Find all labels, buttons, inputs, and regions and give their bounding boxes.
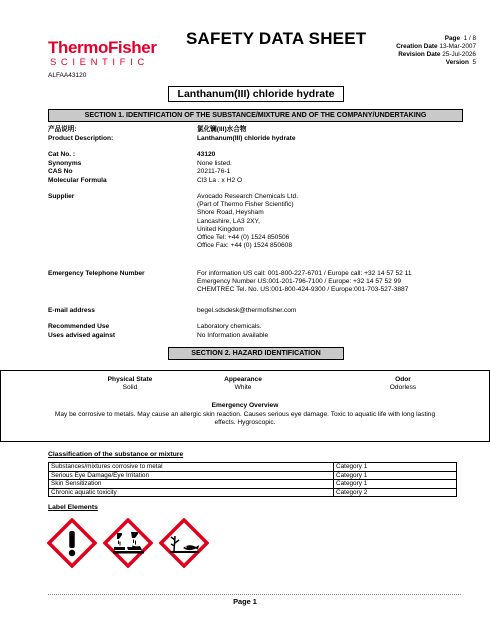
uses-advised-against-value: No Information available [197,332,269,339]
cas-label: CAS No [48,168,73,175]
classification-title: Classification of the substance or mixture [48,451,184,458]
emergency-overview-title: Emergency Overview [211,402,279,409]
chemical-title: Lanthanum(III) chloride hydrate [168,86,344,102]
supplier-line: United Kingdom [197,225,244,233]
table-row [49,488,457,497]
label-elements-title: Label Elements [48,504,98,511]
formula-value: Cl3 La . x H2 O [197,177,243,184]
supplier-line: Office Tel: +44 (0) 1524 850506 [197,234,290,242]
supplier-line: (Part of Thermo Fisher Scientific) [197,201,294,209]
environment-icon [159,518,209,568]
odor-value: Odorless [389,384,417,392]
odor-label: Odor [395,376,411,383]
section1-heading: SECTION 1. IDENTIFICATION OF THE SUBSTANCE/MIXTURE AND OF THE COMPANY/UNDERTAKING [48,109,463,122]
footer-divider [48,594,461,595]
logo-thermofisher: ThermoFisher [48,38,157,57]
supplier-line: Office Fax: +44 (0) 1524 850608 [197,242,293,250]
physical-state-label: Physical State [107,376,153,383]
cn-value: 氯化镧(III)水合物 [197,126,247,133]
document-meta [396,35,476,67]
emergency-label: Emergency Telephone Number [48,270,145,277]
physical-state-value: Solid [122,384,138,392]
version-value: 5 [472,59,476,66]
overview-line: May be corrosive to metals. May cause an allergic skin reaction. Causes serious eye damage. Toxic to aquatic life with long lasting [54,411,436,418]
synonyms-value: None listed. [197,160,232,167]
cat-no-value: 43120 [197,151,216,158]
overview-line: effects. Hygroscopic. [214,419,276,427]
exclamation-mark-icon [47,518,97,568]
emergency-overview-text [0,411,490,427]
supplier-line: Shore Road, Heysham [197,209,264,217]
category-cell: Category 1 [334,480,457,489]
table-row [49,471,457,480]
version-label: Version [445,59,469,66]
hazard-cell: Skin Sensitization [49,480,334,489]
formula-label: Molecular Formula [48,177,107,184]
odor [368,376,438,392]
emergency-line: CHEMTREC Tel. No. US:001-800-424-9300 / Europe:001-703-527-3887 [197,286,409,294]
hazard-cell: Substances/mixtures corrosive to metal [49,463,334,472]
table-row [49,463,457,472]
footer-page-number: Page 1 [233,597,257,606]
appearance-value: White [234,384,252,392]
email-link[interactable]: begel.sdsdesk@thermofisher.com [197,307,297,314]
revision-date-label: Revision Date [398,51,441,58]
supplier-line: Lancashire, LA3 2XY, [197,217,260,225]
section2-heading: SECTION 2. HAZARD IDENTIFICATION [168,347,344,360]
creation-date-value: 13-Mar-2007 [439,43,476,50]
appearance-label: Appearance [224,376,262,383]
category-cell: Category 2 [334,488,457,497]
synonyms-label: Synonyms [48,160,82,167]
cat-no-label: Cat No. : [48,151,76,158]
document-title: SAFETY DATA SHEET [186,29,367,48]
recommended-use-label: Recommended Use [48,323,110,330]
emergency-line: For information US call: 001-800-227-6701 / Europe call: +32 14 57 52 11 [197,270,412,277]
hazard-cell: Chronic aquatic toxicity [49,488,334,497]
uses-advised-against-label: Uses advised against [48,332,116,339]
emergency-numbers [197,270,412,295]
product-code: ALFAA43120 [48,72,87,79]
hazard-cell: Serious Eye Damage/Eye Irritation [49,471,334,480]
emergency-line: Emergency Number US:001-201-796-7100 / Europe: +32 14 57 52 99 [197,278,401,286]
supplier-address [197,193,298,250]
category-cell: Category 1 [334,471,457,480]
physical-state [90,376,170,392]
logo-scientific: SCIENTIFIC [50,57,149,68]
email-label: E-mail address [48,307,95,314]
supplier-line: Avocado Research Chemicals Ltd. [197,193,299,200]
classification-table [48,462,457,497]
supplier-label: Supplier [48,193,75,200]
revision-date-value: 25-Jul-2026 [442,51,476,58]
page-label: Page [444,35,460,42]
corrosion-icon [103,518,153,568]
recommended-use-value: Laboratory chemicals. [197,323,262,330]
category-cell: Category 1 [334,463,457,472]
table-row [49,480,457,489]
product-description-value: Lanthanum(III) chloride hydrate [197,135,296,142]
appearance [203,376,283,392]
creation-date-label: Creation Date [396,43,438,50]
cn-label: 产品说明: [48,126,77,133]
page-value: 1 / 8 [463,35,476,42]
product-description-label: Product Description: [48,135,114,142]
cas-value: 20211-76-1 [197,168,231,175]
